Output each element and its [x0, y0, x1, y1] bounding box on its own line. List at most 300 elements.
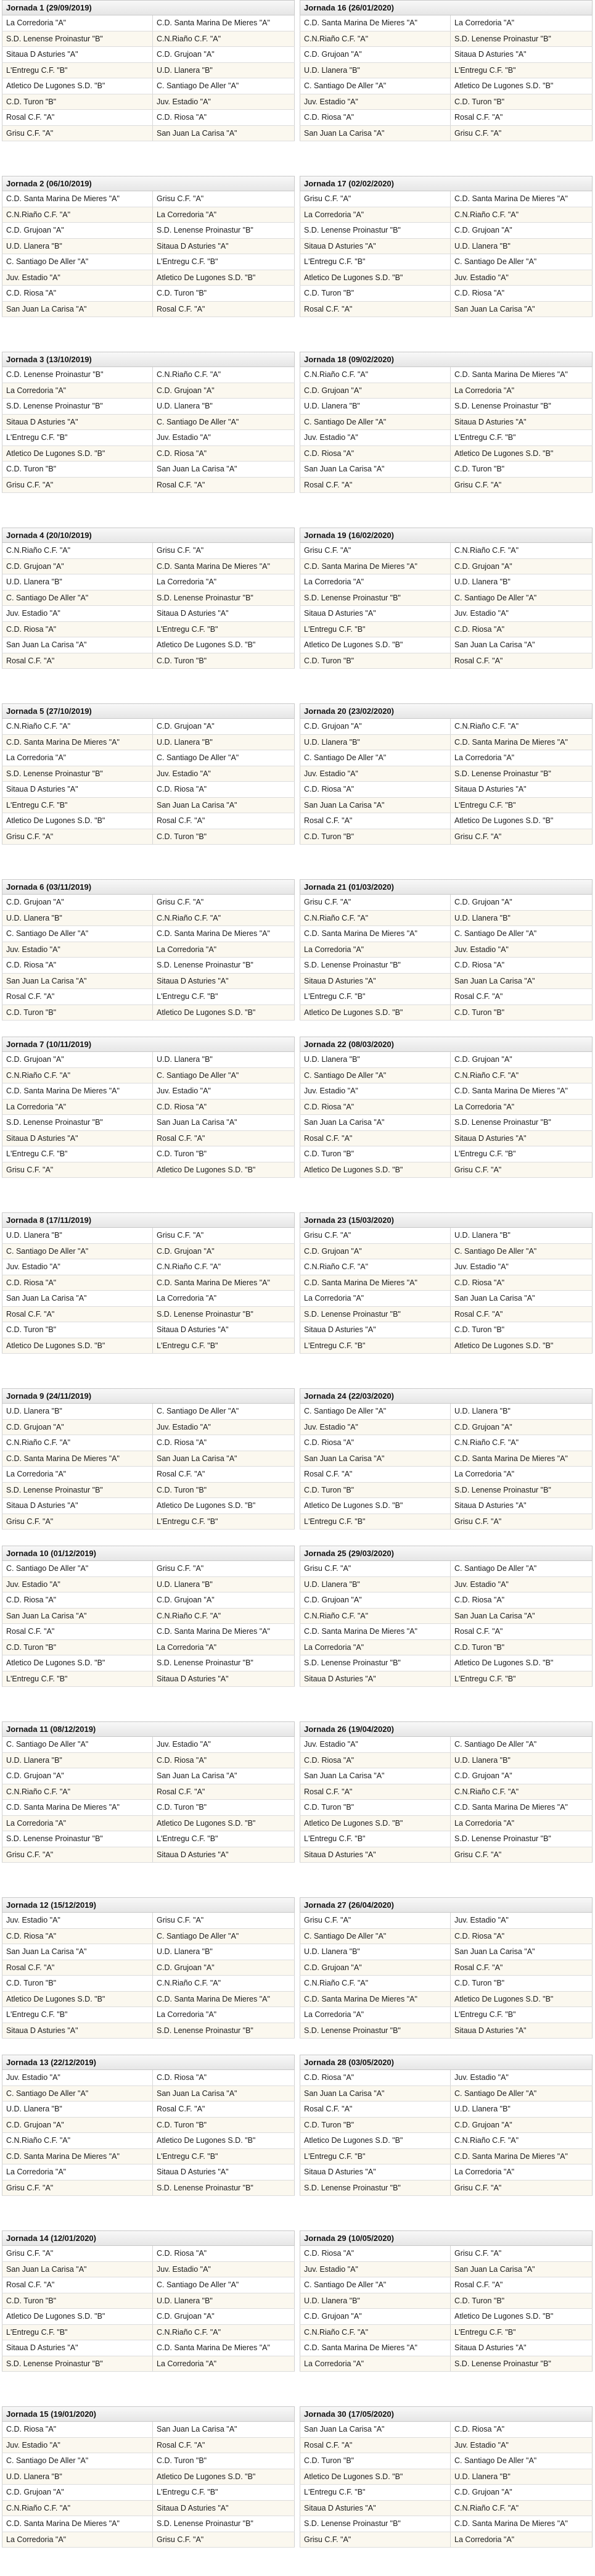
- home-team: C.N.Riaño C.F. "A": [300, 910, 451, 926]
- match-row: [300, 2469, 593, 2485]
- away-team: Sitaua D Asturies "A": [153, 973, 295, 989]
- away-team: Sitaua D Asturies "A": [153, 1671, 295, 1687]
- home-team: Juv. Estadio "A": [2, 2437, 153, 2453]
- away-team: San Juan La Carisa "A": [153, 462, 295, 478]
- away-team: Atletico De Lugones S.D. "B": [451, 1655, 593, 1671]
- away-team: C.D. Grujoan "A": [153, 383, 295, 399]
- away-team: Juv. Estadio "A": [153, 94, 295, 110]
- away-team: Grisu C.F. "A": [451, 1847, 593, 1863]
- away-team: L'Entregu C.F. "B": [153, 1831, 295, 1847]
- home-team: C.N.Riaño C.F. "A": [2, 1435, 153, 1451]
- match-row: [300, 958, 593, 974]
- jornada-title: Jornada 14 (12/01/2020): [2, 2230, 295, 2246]
- jornada-title: Jornada 30 (17/05/2020): [300, 2406, 593, 2422]
- home-team: Atletico De Lugones S.D. "B": [2, 2309, 153, 2325]
- match-row: [2, 78, 295, 94]
- match-row: [300, 2422, 593, 2437]
- match-row: [300, 191, 593, 207]
- away-team: Grisu C.F. "A": [153, 1561, 295, 1576]
- home-team: Juv. Estadio "A": [300, 766, 451, 782]
- away-team: Grisu C.F. "A": [451, 829, 593, 845]
- away-team: C.N.Riaño C.F. "A": [451, 719, 593, 734]
- away-team: Atletico De Lugones S.D. "B": [153, 270, 295, 286]
- home-team: Juv. Estadio "A": [300, 94, 451, 110]
- away-team: San Juan La Carisa "A": [153, 2085, 295, 2102]
- home-team: U.D. Llanera "B": [2, 1228, 153, 1243]
- match-row: [2, 2133, 295, 2149]
- match-row: [300, 2532, 593, 2548]
- match-row: [300, 1004, 593, 1021]
- away-team: Atletico De Lugones S.D. "B": [451, 1991, 593, 2007]
- home-team: C. Santiago De Aller "A": [2, 1737, 153, 1752]
- home-team: Grisu C.F. "A": [2, 1162, 153, 1178]
- match-row: [300, 1784, 593, 1800]
- home-team: C.D. Turon "B": [2, 2293, 153, 2309]
- match-row: [300, 574, 593, 590]
- home-team: Atletico De Lugones S.D. "B": [2, 445, 153, 462]
- jornada-block: [2, 703, 295, 879]
- home-team: C.N.Riaño C.F. "A": [2, 1067, 153, 1083]
- away-team: C. Santiago De Aller "A": [153, 78, 295, 94]
- home-team: L'Entregu C.F. "B": [2, 1146, 153, 1162]
- away-team: C.D. Grujoan "A": [451, 2117, 593, 2133]
- jornada-block: [300, 1212, 593, 1388]
- matches-table: [2, 2070, 295, 2196]
- match-row: [2, 2180, 295, 2196]
- home-team: Atletico De Lugones S.D. "B": [2, 813, 153, 829]
- away-team: C.D. Turon "B": [153, 829, 295, 845]
- home-team: Atletico De Lugones S.D. "B": [2, 1991, 153, 2007]
- away-team: C.D. Santa Marina De Mieres "A": [153, 926, 295, 942]
- away-team: San Juan La Carisa "A": [451, 973, 593, 989]
- jornada-title: Jornada 15 (19/01/2020): [2, 2406, 295, 2422]
- matches-table: [300, 2246, 593, 2372]
- match-row: [300, 1052, 593, 1067]
- away-team: C.D. Turon "B": [451, 1976, 593, 1992]
- jornada-block: [2, 176, 295, 352]
- home-team: C.D. Riosa "A": [300, 445, 451, 462]
- match-row: [2, 2117, 295, 2133]
- match-row: [300, 254, 593, 270]
- match-row: [300, 2085, 593, 2102]
- match-row: [2, 301, 295, 317]
- home-team: U.D. Llanera "B": [2, 2102, 153, 2118]
- match-row: [2, 2532, 295, 2548]
- match-row: [2, 1482, 295, 1498]
- home-team: Rosal C.F. "A": [300, 813, 451, 829]
- away-team: Grisu C.F. "A": [451, 477, 593, 493]
- match-row: [2, 1737, 295, 1752]
- match-row: [300, 2007, 593, 2023]
- match-row: [2, 238, 295, 254]
- match-row: [2, 1608, 295, 1624]
- match-row: [300, 1099, 593, 1115]
- match-row: [2, 1561, 295, 1576]
- home-team: S.D. Lenense Proinastur "B": [300, 223, 451, 239]
- away-team: L'Entregu C.F. "B": [153, 254, 295, 270]
- home-team: Juv. Estadio "A": [300, 2261, 451, 2277]
- jornada-block: [2, 2055, 295, 2230]
- home-team: Sitaua D Asturies "A": [300, 238, 451, 254]
- matches-table: [2, 1228, 295, 1354]
- home-team: U.D. Llanera "B": [300, 1576, 451, 1592]
- match-row: [300, 2277, 593, 2293]
- away-team: C.D. Riosa "A": [153, 1752, 295, 1768]
- home-team: S.D. Lenense Proinastur "B": [2, 1115, 153, 1131]
- match-row: [2, 1306, 295, 1322]
- away-team: C. Santiago De Aller "A": [153, 2277, 295, 2293]
- home-team: C.D. Santa Marina De Mieres "A": [300, 558, 451, 574]
- home-team: Juv. Estadio "A": [2, 1576, 153, 1592]
- match-row: [2, 782, 295, 798]
- match-row: [2, 1259, 295, 1275]
- matches-table: [300, 719, 593, 845]
- match-row: [2, 1322, 295, 1338]
- matches-table: [300, 191, 593, 317]
- away-team: La Corredoria "A": [153, 207, 295, 223]
- home-team: Sitaua D Asturies "A": [2, 2340, 153, 2356]
- away-team: C. Santiago De Aller "A": [451, 1561, 593, 1576]
- away-team: La Corredoria "A": [153, 574, 295, 590]
- match-row: [300, 1243, 593, 1259]
- jornada-title: Jornada 8 (17/11/2019): [2, 1212, 295, 1228]
- away-team: San Juan La Carisa "A": [451, 1291, 593, 1307]
- match-row: [2, 766, 295, 782]
- jornada-title: Jornada 22 (08/03/2020): [300, 1037, 593, 1052]
- away-team: L'Entregu C.F. "B": [451, 62, 593, 78]
- home-team: C.D. Riosa "A": [300, 1435, 451, 1451]
- away-team: Sitaua D Asturies "A": [451, 2340, 593, 2356]
- away-team: Grisu C.F. "A": [451, 1162, 593, 1178]
- home-team: Sitaua D Asturies "A": [2, 2023, 153, 2039]
- home-team: Rosal C.F. "A": [300, 2102, 451, 2118]
- away-team: C. Santiago De Aller "A": [451, 2453, 593, 2469]
- home-team: Atletico De Lugones S.D. "B": [300, 1004, 451, 1021]
- match-row: [300, 1561, 593, 1576]
- away-team: C.D. Turon "B": [153, 2453, 295, 2469]
- away-team: La Corredoria "A": [153, 2007, 295, 2023]
- home-team: C.D. Riosa "A": [300, 782, 451, 798]
- match-row: [300, 973, 593, 989]
- home-team: C.D. Riosa "A": [2, 286, 153, 302]
- away-team: S.D. Lenense Proinastur "B": [153, 2516, 295, 2532]
- away-team: L'Entregu C.F. "B": [153, 989, 295, 1005]
- home-team: Atletico De Lugones S.D. "B": [2, 1338, 153, 1354]
- home-team: C.D. Turon "B": [2, 94, 153, 110]
- away-team: C.D. Santa Marina De Mieres "A": [451, 1451, 593, 1467]
- jornada-title: Jornada 1 (29/09/2019): [2, 0, 295, 15]
- match-row: [2, 94, 295, 110]
- match-row: [300, 31, 593, 47]
- home-team: L'Entregu C.F. "B": [300, 621, 451, 637]
- away-team: Juv. Estadio "A": [153, 1419, 295, 1435]
- jornada-title: Jornada 6 (03/11/2019): [2, 879, 295, 895]
- away-team: C.D. Turon "B": [153, 286, 295, 302]
- match-row: [2, 15, 295, 31]
- match-row: [300, 1146, 593, 1162]
- away-team: C.D. Santa Marina De Mieres "A": [451, 734, 593, 750]
- away-team: U.D. Llanera "B": [451, 1228, 593, 1243]
- away-team: La Corredoria "A": [451, 1467, 593, 1483]
- home-team: C.D. Grujoan "A": [2, 1768, 153, 1784]
- away-team: Sitaua D Asturies "A": [451, 1130, 593, 1146]
- home-team: C.D. Turon "B": [300, 2117, 451, 2133]
- match-row: [300, 270, 593, 286]
- match-row: [300, 2309, 593, 2325]
- away-team: U.D. Llanera "B": [451, 238, 593, 254]
- match-row: [2, 1815, 295, 1831]
- home-team: C. Santiago De Aller "A": [2, 1561, 153, 1576]
- matches-table: [300, 15, 593, 141]
- away-team: L'Entregu C.F. "B": [153, 1514, 295, 1530]
- jornada-title: Jornada 2 (06/10/2019): [2, 176, 295, 191]
- away-team: L'Entregu C.F. "B": [451, 797, 593, 813]
- jornada-title: Jornada 16 (26/01/2020): [300, 0, 593, 15]
- match-row: [300, 2485, 593, 2501]
- home-team: Rosal C.F. "A": [2, 989, 153, 1005]
- home-team: C. Santiago De Aller "A": [300, 1404, 451, 1419]
- match-row: [300, 1800, 593, 1816]
- jornada-block: [300, 2230, 593, 2406]
- match-row: [300, 125, 593, 141]
- home-team: C.D. Lenense Proinastur "B": [2, 367, 153, 383]
- away-team: San Juan La Carisa "A": [153, 797, 295, 813]
- away-team: C.D. Riosa "A": [153, 445, 295, 462]
- match-row: [300, 558, 593, 574]
- away-team: U.D. Llanera "B": [451, 2469, 593, 2485]
- away-team: C.D. Grujoan "A": [451, 1419, 593, 1435]
- away-team: La Corredoria "A": [451, 15, 593, 31]
- away-team: Rosal C.F. "A": [153, 301, 295, 317]
- match-row: [300, 2023, 593, 2039]
- jornada-title: Jornada 12 (15/12/2019): [2, 1897, 295, 1913]
- home-team: U.D. Llanera "B": [2, 238, 153, 254]
- matches-table: [2, 2422, 295, 2548]
- jornada-block: [2, 1212, 295, 1388]
- match-row: [300, 1162, 593, 1178]
- jornada-title: Jornada 26 (19/04/2020): [300, 1721, 593, 1737]
- home-team: S.D. Lenense Proinastur "B": [2, 2356, 153, 2372]
- away-team: C.N.Riaño C.F. "A": [153, 31, 295, 47]
- match-row: [2, 1960, 295, 1976]
- match-row: [300, 207, 593, 223]
- match-row: [300, 223, 593, 239]
- home-team: Juv. Estadio "A": [300, 1419, 451, 1435]
- home-team: C.D. Grujoan "A": [300, 47, 451, 63]
- away-team: C.D. Santa Marina De Mieres "A": [451, 191, 593, 207]
- match-row: [300, 1639, 593, 1655]
- away-team: C.D. Riosa "A": [153, 2070, 295, 2085]
- match-row: [300, 750, 593, 766]
- match-row: [2, 383, 295, 399]
- home-team: Atletico De Lugones S.D. "B": [300, 1815, 451, 1831]
- home-team: Grisu C.F. "A": [2, 1514, 153, 1530]
- match-row: [2, 1004, 295, 1021]
- home-team: S.D. Lenense Proinastur "B": [300, 590, 451, 606]
- away-team: C.N.Riaño C.F. "A": [451, 543, 593, 558]
- match-row: [2, 1130, 295, 1146]
- match-row: [300, 895, 593, 910]
- match-row: [2, 973, 295, 989]
- home-team: L'Entregu C.F. "B": [300, 1514, 451, 1530]
- match-row: [2, 2023, 295, 2039]
- away-team: Juv. Estadio "A": [153, 1083, 295, 1100]
- away-team: U.D. Llanera "B": [153, 1576, 295, 1592]
- match-row: [2, 750, 295, 766]
- away-team: Rosal C.F. "A": [451, 1960, 593, 1976]
- match-row: [2, 1052, 295, 1067]
- home-team: Atletico De Lugones S.D. "B": [300, 270, 451, 286]
- away-team: L'Entregu C.F. "B": [153, 2148, 295, 2164]
- home-team: C. Santiago De Aller "A": [2, 590, 153, 606]
- away-team: Rosal C.F. "A": [153, 2437, 295, 2453]
- home-team: Juv. Estadio "A": [2, 942, 153, 958]
- away-team: C.D. Grujoan "A": [153, 1243, 295, 1259]
- home-team: C.D. Riosa "A": [300, 1752, 451, 1768]
- away-team: San Juan La Carisa "A": [451, 637, 593, 653]
- away-team: U.D. Llanera "B": [153, 399, 295, 415]
- home-team: Atletico De Lugones S.D. "B": [300, 1162, 451, 1178]
- away-team: Sitaua D Asturies "A": [451, 414, 593, 430]
- home-team: C.N.Riaño C.F. "A": [300, 1976, 451, 1992]
- home-team: C.N.Riaño C.F. "A": [2, 719, 153, 734]
- match-row: [300, 1928, 593, 1944]
- jornada-title: Jornada 25 (29/03/2020): [300, 1546, 593, 1561]
- match-row: [2, 1275, 295, 1291]
- match-row: [2, 1243, 295, 1259]
- match-row: [2, 1800, 295, 1816]
- matches-table: [2, 543, 295, 669]
- away-team: C. Santiago De Aller "A": [451, 2085, 593, 2102]
- match-row: [2, 574, 295, 590]
- away-team: C.D. Grujoan "A": [153, 1592, 295, 1609]
- home-team: Sitaua D Asturies "A": [2, 782, 153, 798]
- away-team: San Juan La Carisa "A": [153, 1451, 295, 1467]
- match-row: [300, 1847, 593, 1863]
- match-row: [2, 1991, 295, 2007]
- jornada-block: [2, 1388, 295, 1546]
- away-team: C.D. Turon "B": [451, 462, 593, 478]
- match-row: [300, 1960, 593, 1976]
- away-team: La Corredoria "A": [153, 1639, 295, 1655]
- home-team: L'Entregu C.F. "B": [2, 62, 153, 78]
- home-team: C.N.Riaño C.F. "A": [300, 31, 451, 47]
- match-row: [2, 2437, 295, 2453]
- home-team: C.D. Grujoan "A": [2, 558, 153, 574]
- home-team: La Corredoria "A": [2, 1815, 153, 1831]
- home-team: C. Santiago De Aller "A": [300, 750, 451, 766]
- away-team: La Corredoria "A": [451, 1815, 593, 1831]
- away-team: C.D. Turon "B": [451, 2293, 593, 2309]
- match-row: [300, 813, 593, 829]
- home-team: C.N.Riaño C.F. "A": [2, 2500, 153, 2516]
- matches-table: [2, 2246, 295, 2372]
- away-team: Sitaua D Asturies "A": [153, 606, 295, 622]
- away-team: Rosal C.F. "A": [153, 2102, 295, 2118]
- home-team: C.D. Riosa "A": [300, 2070, 451, 2085]
- home-team: La Corredoria "A": [300, 207, 451, 223]
- home-team: C.D. Grujoan "A": [2, 895, 153, 910]
- home-team: Juv. Estadio "A": [2, 1259, 153, 1275]
- match-row: [2, 1099, 295, 1115]
- away-team: C.D. Riosa "A": [451, 1928, 593, 1944]
- jornada-title: Jornada 21 (01/03/2020): [300, 879, 593, 895]
- home-team: Grisu C.F. "A": [300, 2532, 451, 2548]
- match-row: [300, 942, 593, 958]
- match-row: [300, 1451, 593, 1467]
- match-row: [2, 1067, 295, 1083]
- match-row: [300, 1467, 593, 1483]
- away-team: C.D. Grujoan "A": [451, 223, 593, 239]
- away-team: La Corredoria "A": [451, 2164, 593, 2180]
- home-team: C.D. Turon "B": [2, 1004, 153, 1021]
- jornada-block: [300, 2055, 593, 2230]
- match-row: [2, 1498, 295, 1514]
- match-row: [2, 1146, 295, 1162]
- away-team: Sitaua D Asturies "A": [451, 1498, 593, 1514]
- match-row: [2, 462, 295, 478]
- match-row: [300, 797, 593, 813]
- away-team: Atletico De Lugones S.D. "B": [153, 1815, 295, 1831]
- match-row: [2, 910, 295, 926]
- match-row: [300, 1275, 593, 1291]
- match-row: [2, 1784, 295, 1800]
- matches-table: [300, 1737, 593, 1863]
- home-team: Juv. Estadio "A": [2, 606, 153, 622]
- matches-table: [300, 895, 593, 1021]
- jornada-title: Jornada 5 (27/10/2019): [2, 703, 295, 719]
- away-team: U.D. Llanera "B": [451, 910, 593, 926]
- away-team: Sitaua D Asturies "A": [153, 1322, 295, 1338]
- match-row: [2, 989, 295, 1005]
- match-row: [2, 1228, 295, 1243]
- home-team: U.D. Llanera "B": [2, 1404, 153, 1419]
- away-team: Grisu C.F. "A": [451, 2246, 593, 2261]
- match-row: [300, 2293, 593, 2309]
- home-team: Sitaua D Asturies "A": [300, 2500, 451, 2516]
- away-team: Juv. Estadio "A": [153, 1737, 295, 1752]
- match-row: [2, 1592, 295, 1609]
- matches-table: [300, 1228, 593, 1354]
- matches-table: [2, 1913, 295, 2039]
- away-team: S.D. Lenense Proinastur "B": [153, 1306, 295, 1322]
- away-team: S.D. Lenense Proinastur "B": [451, 1831, 593, 1847]
- match-row: [300, 2516, 593, 2532]
- match-row: [300, 1576, 593, 1592]
- home-team: S.D. Lenense Proinastur "B": [300, 2180, 451, 2196]
- away-team: La Corredoria "A": [153, 1291, 295, 1307]
- home-team: Grisu C.F. "A": [300, 1561, 451, 1576]
- home-team: C.D. Riosa "A": [2, 2422, 153, 2437]
- away-team: C.D. Santa Marina De Mieres "A": [451, 367, 593, 383]
- match-row: [300, 1067, 593, 1083]
- away-team: San Juan La Carisa "A": [153, 1768, 295, 1784]
- away-team: Juv. Estadio "A": [451, 270, 593, 286]
- away-team: San Juan La Carisa "A": [451, 1608, 593, 1624]
- match-row: [2, 895, 295, 910]
- away-team: C.D. Santa Marina De Mieres "A": [153, 558, 295, 574]
- away-team: S.D. Lenense Proinastur "B": [451, 1115, 593, 1131]
- home-team: La Corredoria "A": [2, 2532, 153, 2548]
- home-team: Atletico De Lugones S.D. "B": [300, 1498, 451, 1514]
- match-row: [300, 766, 593, 782]
- away-team: S.D. Lenense Proinastur "B": [153, 223, 295, 239]
- away-team: C.D. Turon "B": [153, 2117, 295, 2133]
- away-team: C.D. Grujoan "A": [451, 1768, 593, 1784]
- home-team: La Corredoria "A": [300, 2007, 451, 2023]
- away-team: Atletico De Lugones S.D. "B": [153, 1162, 295, 1178]
- match-row: [300, 2437, 593, 2453]
